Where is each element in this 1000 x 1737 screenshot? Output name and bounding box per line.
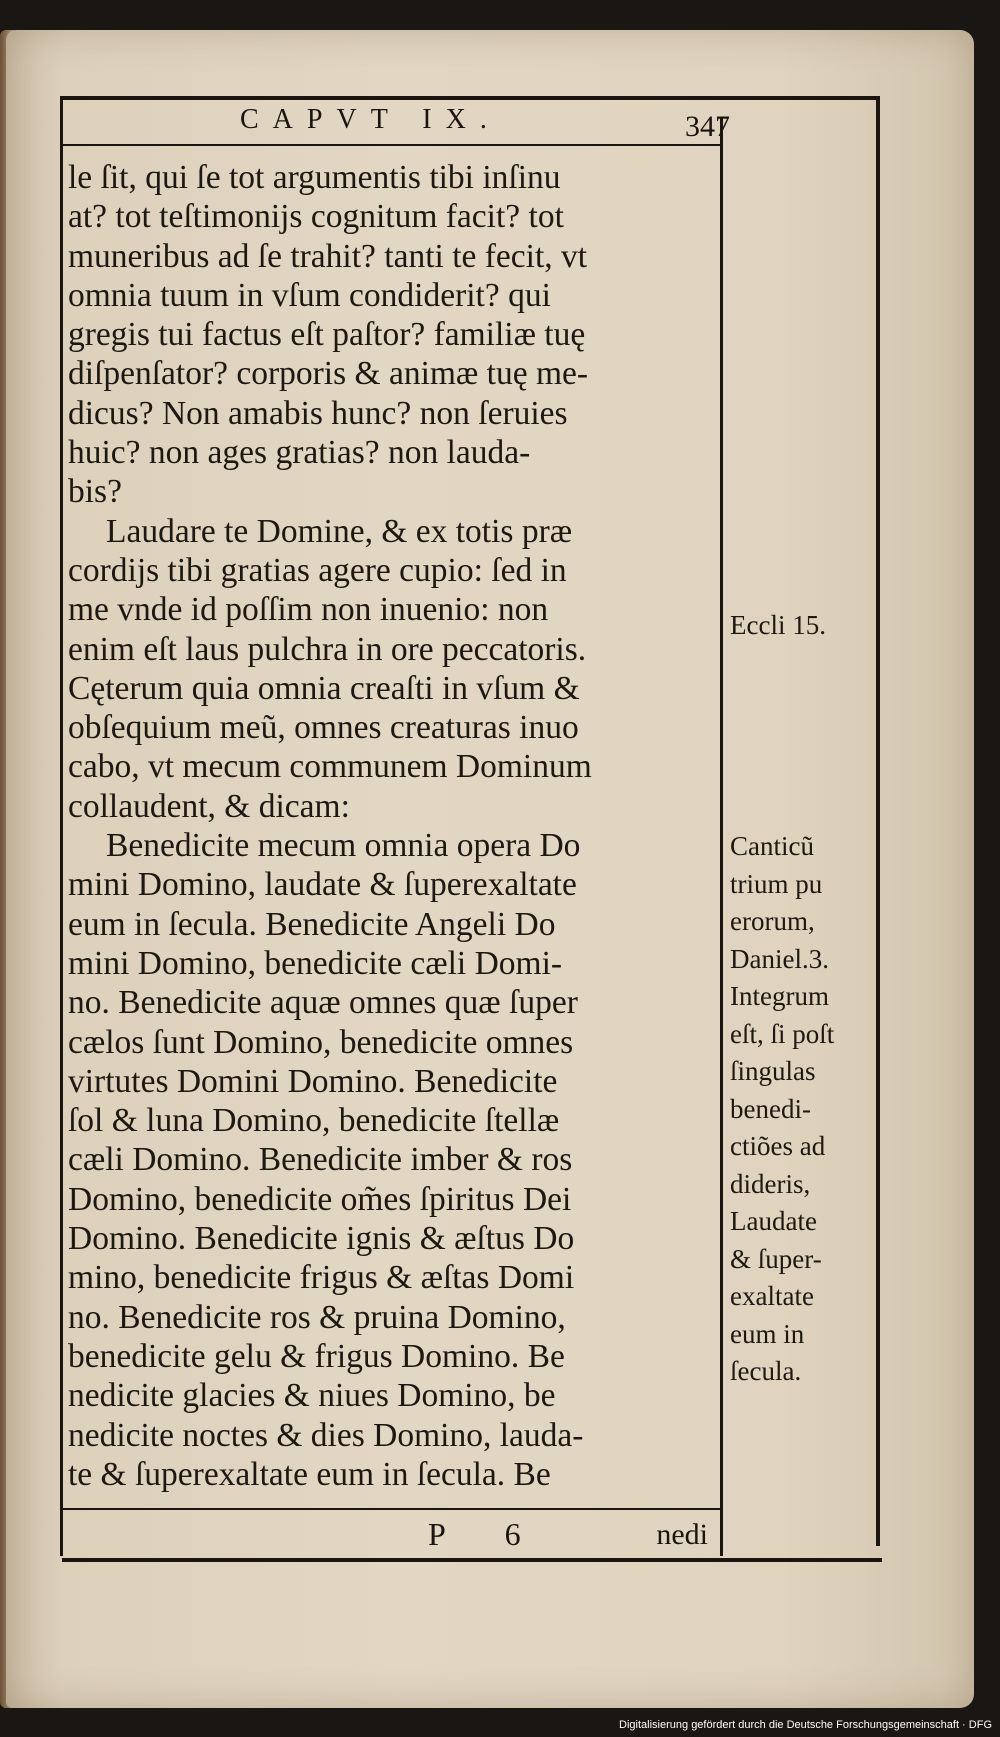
page-footer xyxy=(68,1512,718,1556)
margin-note-line: dideris, xyxy=(730,1168,811,1199)
margin-note-line: ſingulas xyxy=(730,1056,816,1086)
text-line: eum in ſecula. Benedicite Angeli Do xyxy=(68,905,556,943)
margin-note-line: trium pu xyxy=(730,868,823,899)
margin-note-line: eſt, ſi poſt xyxy=(730,1018,835,1049)
footer-top-rule xyxy=(60,1508,722,1510)
text-line: muneribus ad ſe trahit? tanti te fecit, vt xyxy=(68,237,588,275)
margin-note-line: exaltate xyxy=(730,1281,814,1311)
column-divider-rule xyxy=(720,118,723,1556)
digitization-credit: Digitalisierung gefördert durch die Deutsche Forschungsgemeinschaft · DFG xyxy=(619,1719,992,1731)
text-line: bis? xyxy=(68,473,122,511)
text-line: virtutes Domini Domino. Benedicite xyxy=(68,1062,558,1100)
margin-note-line: Integrum xyxy=(730,981,829,1011)
text-line: cabo, vt mecum communem Dominum xyxy=(68,748,592,786)
text-line: no. Benedicite aquæ omnes quæ ſuper xyxy=(68,984,578,1022)
text-line: cæli Domino. Benedicite imber & ros xyxy=(68,1141,573,1179)
text-line: le ſit, qui ſe tot argumentis tibi inſinu xyxy=(68,159,561,196)
bottom-rule xyxy=(62,1558,882,1562)
text-line: cælos ſunt Domino, benedicite omnes xyxy=(68,1023,574,1061)
text-line: me vnde id poſſim non inuenio: non xyxy=(68,591,549,629)
text-line: Domino. Benedicite ignis & æſtus Do xyxy=(68,1220,575,1258)
text-line: huic? non ages gratias? non lauda- xyxy=(68,434,531,472)
text-line: benedicite gelu & frigus Domino. Be xyxy=(68,1337,565,1375)
text-line: nedicite glacies & niues Domino, be xyxy=(68,1377,556,1415)
text-line: no. Benedicite ros & pruina Domino, xyxy=(68,1298,566,1336)
margin-note-line: ctiões ad xyxy=(730,1131,826,1161)
margin-note-line: Laudate xyxy=(730,1206,817,1236)
text-line: ſol & luna Domino, benedicite ſtellæ xyxy=(68,1102,560,1140)
text-line: collaudent, & dicam: xyxy=(68,787,350,825)
text-line: Benedicite mecum omnia opera Do xyxy=(106,827,581,865)
text-line: nedicite noctes & dies Domino, lauda- xyxy=(68,1416,584,1454)
text-line: omnia tuum in vſum condiderit? qui xyxy=(68,276,551,314)
text-line: dicus? Non amabis hunc? non ſeruies xyxy=(68,394,568,432)
signature-mark: P 6 xyxy=(428,1516,547,1552)
text-line: Domino, benedicite om̃es ſpiritus Dei xyxy=(68,1180,572,1218)
margin-note-line: Canticũ xyxy=(730,831,814,861)
page-number: 347 xyxy=(685,110,730,143)
page-header xyxy=(72,102,730,143)
margin-note-line: Eccli 15. xyxy=(730,610,826,640)
body-text xyxy=(68,158,718,1494)
margin-note-line: benedi- xyxy=(730,1093,811,1124)
margin-note-canticum xyxy=(730,828,880,1391)
margin-note-line: & ſuper- xyxy=(730,1243,822,1274)
text-line: Cęterum quia omnia creaſti in vſum & xyxy=(68,669,580,707)
margin-note-line: eum in xyxy=(730,1318,805,1349)
margin-note-eccli xyxy=(730,607,880,645)
text-line: Laudare te Domine, & ex totis præ xyxy=(106,512,573,550)
text-line: enim eſt laus pulchra in ore peccatoris. xyxy=(68,630,587,668)
text-line: cordijs tibi gratias agere cupio: ſed in xyxy=(68,551,567,589)
text-line: te & ſuperexaltate eum in ſecula. Be xyxy=(68,1455,551,1493)
text-line: mini Domino, benedicite cæli Domi- xyxy=(68,944,563,982)
text-line: at? tot teſtimonijs cognitum facit? tot xyxy=(68,198,564,236)
header-rule xyxy=(60,144,722,146)
text-line: gregis tui factus eſt paſtor? familiæ tuę xyxy=(68,316,586,354)
margin-note-line: erorum, xyxy=(730,906,815,936)
text-line: mino, benedicite frigus & æſtas Domi xyxy=(68,1259,575,1297)
text-line: mini Domino, laudate & ſuperexaltate xyxy=(68,866,577,904)
text-line: obſequium meũ, omnes creaturas inuo xyxy=(68,709,579,747)
margin-note-line: ſecula. xyxy=(730,1356,802,1386)
top-rule xyxy=(60,96,880,100)
margin-note-line: Daniel.3. xyxy=(730,943,829,974)
text-line: diſpenſator? corporis & animæ tuę me- xyxy=(68,355,589,393)
catchword: nedi xyxy=(656,1518,708,1551)
left-frame-rule xyxy=(60,96,63,1556)
running-title: CAPVT IX. xyxy=(240,104,501,135)
